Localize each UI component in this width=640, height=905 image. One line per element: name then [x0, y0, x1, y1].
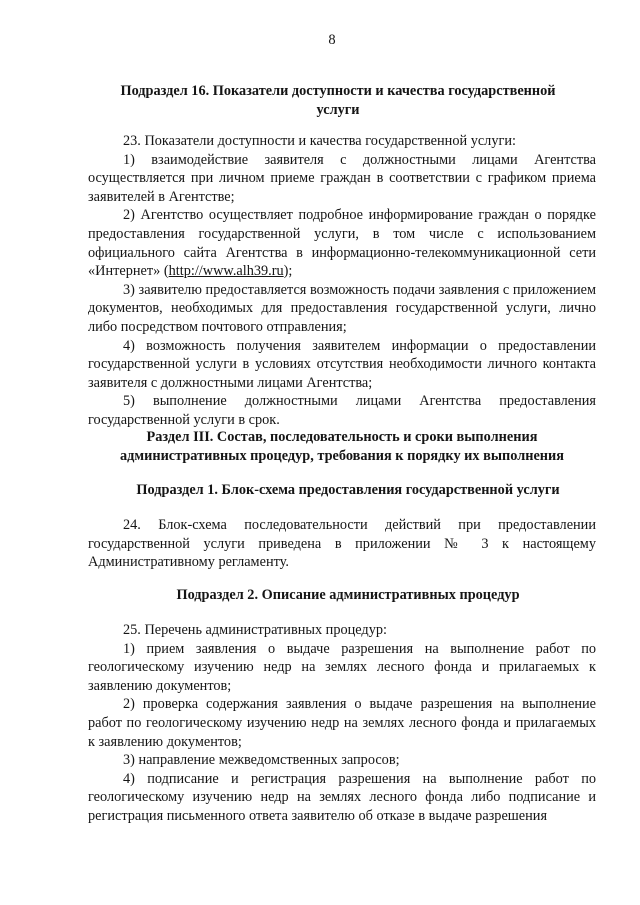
- list-item: 2) проверка содержания заявления о выдаче разрешения на выполнение работ по геологическому изучению недр на землях лесного фонда и прилагаемых к заявлению документов;: [88, 696, 596, 750]
- list-item: [88, 206, 596, 280]
- subsection-16-body: [88, 132, 596, 430]
- list-item: 3) направление межведомственных запросов;: [123, 752, 400, 769]
- subsection-16-heading: Подраздел 16. Показатели доступности и качества государственной услуги: [120, 83, 556, 118]
- paragraph-24: 24. Блок-схема последовательности действий при предоставлении государственной услуги приведена в приложении № 3 к настоящему Административному регламенту.: [88, 517, 596, 571]
- subsection-1-body: [88, 516, 596, 572]
- paragraph-25-intro: 25. Перечень административных процедур:: [123, 622, 387, 638]
- list-item: 5) выполнение должностными лицами Агентства предоставления государственной услуги в срок.: [88, 393, 596, 428]
- list-item: 4) возможность получения заявителем информации о предоставлении государственной услуги в условиях отсутствия необходимости личного контакта заявителя с должностными лицами Агентства;: [88, 337, 596, 391]
- page-number: 8: [328, 32, 336, 48]
- section-3-heading: Раздел III. Состав, последовательность и сроки выполнения административных процедур, требования к порядку их выполнения: [119, 429, 565, 464]
- item-2-text: 2) Агентство осуществляет подробное информирование граждан о порядке предоставления государственной услуги, в том числе с использованием официального сайта Агентства в информационно-телекоммуникационной сети «Интернет» (: [88, 207, 596, 280]
- subsection-1-heading-block: [88, 481, 608, 500]
- paragraph-23-intro: 23. Показатели доступности и качества государственной услуги:: [123, 133, 516, 149]
- list-item: 3) заявителю предоставляется возможность подачи заявления с приложением документов, необходимых для предоставления государственной услуги, лично либо посредством почтового отправления;: [88, 281, 596, 335]
- list-item: 1) взаимодействие заявителя с должностными лицами Агентства осуществляется при личном приеме граждан в соответствии с графиком приема заявителей в Агентстве;: [88, 151, 596, 205]
- subsection-2-body: [88, 621, 596, 826]
- website-link[interactable]: http://www.alh39.ru: [168, 263, 284, 280]
- subsection-2-heading-block: [88, 586, 608, 605]
- section-3-heading-block: [98, 428, 586, 465]
- subsection-1-heading: Подраздел 1. Блок-схема предоставления государственной услуги: [136, 482, 560, 498]
- subsection-2-heading: Подраздел 2. Описание административных процедур: [176, 587, 520, 603]
- item-2-tail: );: [283, 263, 293, 280]
- list-item: 1) прием заявления о выдаче разрешения на выполнение работ по геологическому изучению недр на землях лесного фонда и прилагаемых к заявлению документов;: [88, 640, 596, 694]
- subsection-16-heading-block: [118, 82, 558, 119]
- list-item: 4) подписание и регистрация разрешения на выполнение работ по геологическому изучению недр на землях лесного фонда либо подписание и регистрация письменного ответа заявителю об отказе в выдаче разрешения: [88, 770, 596, 824]
